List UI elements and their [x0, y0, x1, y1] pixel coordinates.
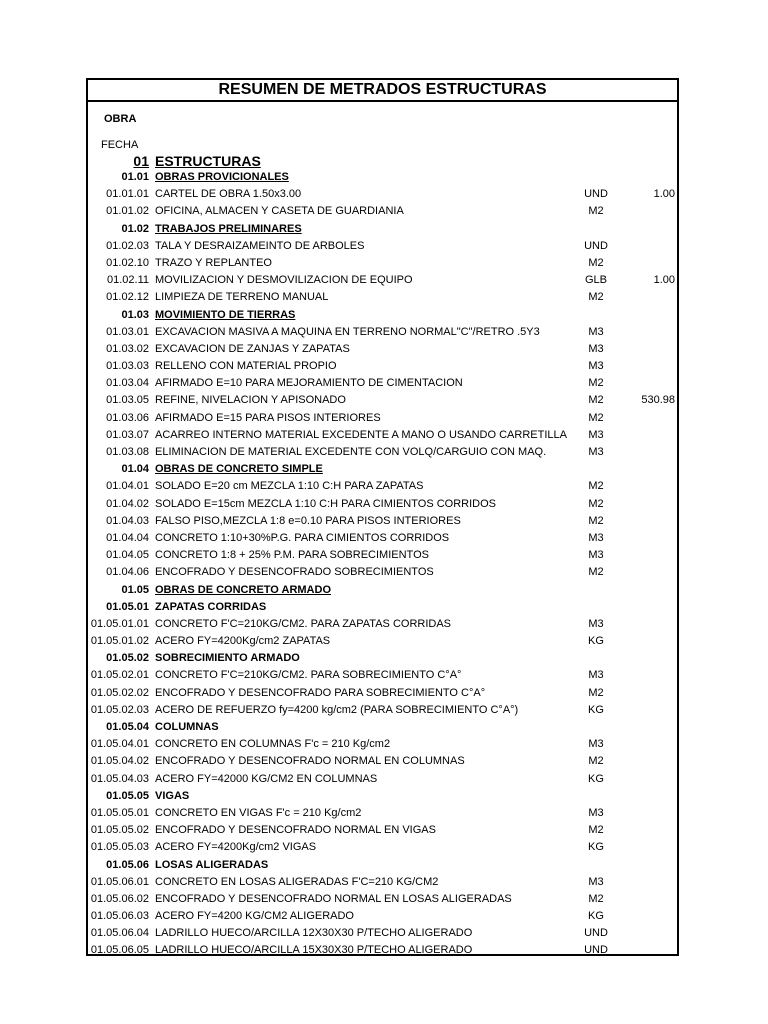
- table-row: [88, 203, 677, 220]
- table-row: [88, 547, 677, 564]
- item-code: 01.03.05: [106, 394, 149, 407]
- item-description: SOBRECIMIENTO ARMADO: [155, 652, 300, 665]
- table-row: [88, 324, 677, 341]
- item-description: LIMPIEZA DE TERRENO MANUAL: [155, 291, 329, 304]
- item-code: 01.04.02: [106, 497, 149, 510]
- item-unit: KG: [588, 635, 604, 648]
- item-description: ENCOFRADO Y DESENCOFRADO SOBRECIMIENTOS: [155, 566, 434, 579]
- item-code: 01.02: [121, 222, 149, 235]
- item-description: TALA Y DESRAIZAMEINTO DE ARBOLES: [155, 239, 365, 252]
- item-code: 01.05.06.02: [90, 892, 149, 905]
- item-description: CONCRETO F'C=210KG/CM2. PARA SOBRECIMIENTO C°A°: [155, 669, 462, 682]
- table-row: [88, 564, 677, 581]
- item-description: ACARREO INTERNO MATERIAL EXCEDENTE A MANO O USANDO CARRETILLA: [155, 428, 567, 441]
- item-description: ENCOFRADO Y DESENCOFRADO NORMAL EN COLUMNAS: [155, 755, 465, 768]
- item-description: CONCRETO EN COLUMNAS F'c = 210 Kg/cm2: [155, 738, 391, 751]
- table-row: [88, 375, 677, 392]
- item-code: 01.04.05: [106, 549, 149, 562]
- item-unit: M2: [588, 514, 604, 527]
- subsection-row: [88, 582, 677, 599]
- item-unit: M3: [588, 875, 604, 888]
- item-unit: UND: [584, 188, 608, 201]
- item-unit: M2: [588, 755, 604, 768]
- item-unit: M3: [588, 738, 604, 751]
- table-row: [88, 444, 677, 461]
- item-description: SOLADO E=20 cm MEZCLA 1:10 C:H PARA ZAPATAS: [155, 480, 424, 493]
- item-description: CONCRETO 1:8 + 25% P.M. PARA SOBRECIMIENTOS: [155, 549, 429, 562]
- section-header: [88, 152, 677, 170]
- item-unit: M3: [588, 806, 604, 819]
- table-row: [88, 685, 677, 702]
- item-code: 01.05.06.05: [90, 944, 149, 957]
- item-description: SOLADO E=15cm MEZCLA 1:10 C:H PARA CIMIENTOS CORRIDOS: [155, 497, 496, 510]
- item-unit: M2: [588, 411, 604, 424]
- item-unit: M3: [588, 428, 604, 441]
- item-code: 01.04.01: [106, 480, 149, 493]
- item-code: 01.05.01.01: [90, 617, 149, 630]
- item-description: ENCOFRADO Y DESENCOFRADO PARA SOBRECIMIENTO C°A°: [155, 686, 486, 699]
- item-code: 01.05: [121, 583, 149, 596]
- item-description: TRABAJOS PRELIMINARES: [155, 222, 302, 235]
- item-code: 01.03: [121, 308, 149, 321]
- item-description: ENCOFRADO Y DESENCOFRADO NORMAL EN VIGAS: [155, 824, 436, 837]
- item-unit: M3: [588, 342, 604, 355]
- table-row: [88, 341, 677, 358]
- table-row: [88, 822, 677, 839]
- table-row: [88, 410, 677, 427]
- table-row: [88, 667, 677, 684]
- item-unit: KG: [588, 772, 604, 785]
- item-code: 01.05.06: [106, 858, 149, 871]
- subsection-row: [88, 221, 677, 238]
- item-description: FALSO PISO,MEZCLA 1:8 e=0.10 PARA PISOS INTERIORES: [155, 514, 461, 527]
- item-code: 01.05.04: [106, 721, 149, 733]
- item-code: 01.04.04: [106, 531, 149, 544]
- table-row: [88, 771, 677, 788]
- item-description: CONCRETO F'C=210KG/CM2. PARA ZAPATAS CORRIDAS: [155, 617, 452, 630]
- item-unit: M3: [588, 669, 604, 682]
- table-row: [88, 839, 677, 856]
- document-title: RESUMEN DE METRADOS ESTRUCTURAS: [88, 80, 677, 102]
- item-code: 01.04.03: [106, 514, 149, 527]
- table-row: [88, 908, 677, 925]
- table-row: [88, 496, 677, 513]
- item-description: MOVILIZACION Y DESMOVILIZACION DE EQUIPO: [155, 274, 413, 287]
- item-code: 01.05.06.01: [90, 875, 149, 888]
- table-row: [88, 616, 677, 633]
- item-code: 01.02.10: [106, 256, 149, 269]
- item-unit: M2: [588, 377, 604, 390]
- item-code: 01.03.03: [106, 360, 149, 373]
- item-code: 01.03.06: [106, 411, 149, 424]
- item-description: ELIMINACION DE MATERIAL EXCEDENTE CON VOLQ/CARGUIO CON MAQ.: [155, 446, 547, 458]
- item-code: 01.05.02.01: [90, 669, 149, 682]
- item-code: 01.05.02: [106, 652, 149, 665]
- obra-label: OBRA: [104, 113, 137, 125]
- table-row: [88, 186, 677, 203]
- item-description: ACERO FY=42000 KG/CM2 EN COLUMNAS: [155, 772, 378, 785]
- item-code: 01.02.03: [106, 239, 149, 252]
- table-row: [88, 805, 677, 822]
- item-code: 01.05.05.02: [90, 824, 149, 837]
- item-description: TRAZO Y REPLANTEO: [155, 256, 272, 269]
- item-code: 01.05.01.02: [90, 635, 149, 648]
- item-description: ACERO FY=4200 KG/CM2 ALIGERADO: [155, 910, 354, 923]
- table-row: [88, 736, 677, 753]
- table-row: [88, 255, 677, 272]
- item-unit: M3: [588, 446, 604, 458]
- metrados-sheet: [86, 78, 679, 956]
- item-unit: M2: [588, 256, 604, 269]
- table-row: [88, 427, 677, 444]
- item-unit: M2: [588, 205, 604, 218]
- item-description: CONCRETO EN LOSAS ALIGERADAS F'C=210 KG/CM2: [155, 875, 439, 888]
- subsection-row: [88, 307, 677, 324]
- section-code: 01: [133, 153, 149, 169]
- item-code: 01.05.06.03: [90, 910, 149, 923]
- item-description: MOVIMIENTO DE TIERRAS: [155, 308, 296, 321]
- item-quantity: 530.98: [641, 394, 675, 407]
- group-row: [88, 719, 677, 736]
- item-description: EXCAVACION DE ZANJAS Y ZAPATAS: [155, 342, 350, 355]
- table-row: [88, 702, 677, 719]
- item-unit: M2: [588, 824, 604, 837]
- item-unit: M2: [588, 686, 604, 699]
- item-code: 01.05.04.01: [90, 738, 149, 751]
- item-description: AFIRMADO E=10 PARA MEJORAMIENTO DE CIMENTACION: [155, 377, 463, 390]
- item-code: 01.03.08: [106, 446, 149, 458]
- item-unit: GLB: [584, 274, 607, 287]
- item-code: 01.03.07: [106, 428, 149, 441]
- item-code: 01.05.04.03: [90, 772, 149, 785]
- item-description: LOSAS ALIGERADAS: [155, 858, 269, 871]
- item-description: CARTEL DE OBRA 1.50x3.00: [155, 188, 302, 201]
- item-description: VIGAS: [155, 789, 190, 802]
- item-description: OBRAS PROVICIONALES: [155, 171, 289, 183]
- table-row: [88, 289, 677, 306]
- item-quantity: 1.00: [653, 188, 675, 201]
- group-row: [88, 650, 677, 667]
- item-description: RELLENO CON MATERIAL PROPIO: [155, 360, 337, 373]
- table-row: [88, 530, 677, 547]
- item-description: ACERO DE REFUERZO fy=4200 kg/cm2 (PARA SOBRECIMIENTO C°A°): [155, 703, 519, 716]
- subsection-row: [88, 169, 677, 186]
- item-unit: KG: [588, 703, 604, 716]
- table-row: [88, 633, 677, 650]
- item-unit: M2: [588, 480, 604, 493]
- item-description: CONCRETO EN VIGAS F'c = 210 Kg/cm2: [155, 806, 362, 819]
- table-row: [88, 238, 677, 255]
- item-unit: M3: [588, 549, 604, 562]
- item-description: COLUMNAS: [155, 721, 219, 733]
- metrados-table: [88, 169, 677, 960]
- item-description: ENCOFRADO Y DESENCOFRADO NORMAL EN LOSAS ALIGERADAS: [155, 892, 512, 905]
- item-code: 01.02.11: [106, 274, 149, 287]
- item-unit: M2: [588, 497, 604, 510]
- item-code: 01.05.05: [106, 789, 149, 802]
- group-row: [88, 599, 677, 616]
- table-row: [88, 358, 677, 375]
- subsection-row: [88, 461, 677, 478]
- table-row: [88, 753, 677, 770]
- item-unit: UND: [584, 239, 608, 252]
- table-row: [88, 925, 677, 942]
- item-unit: M2: [588, 566, 604, 579]
- item-description: ACERO FY=4200Kg/cm2 ZAPATAS: [155, 635, 331, 648]
- item-code: 01.01.02: [106, 205, 149, 218]
- table-row: [88, 942, 677, 959]
- item-unit: KG: [588, 910, 604, 923]
- item-code: 01.05.02.02: [90, 686, 149, 699]
- item-description: REFINE, NIVELACION Y APISONADO: [155, 394, 346, 407]
- table-row: [88, 392, 677, 409]
- section-title: ESTRUCTURAS: [155, 153, 261, 169]
- item-code: 01.05.05.03: [90, 841, 149, 854]
- item-unit: M3: [588, 360, 604, 373]
- table-row: [88, 874, 677, 891]
- item-code: 01.05.02.03: [90, 703, 149, 716]
- item-description: ZAPATAS CORRIDAS: [155, 600, 267, 613]
- item-unit: KG: [588, 841, 604, 854]
- item-code: 01.01.01: [106, 188, 149, 201]
- item-unit: M3: [588, 617, 604, 630]
- item-description: AFIRMADO E=15 PARA PISOS INTERIORES: [155, 411, 381, 424]
- item-unit: UND: [584, 927, 608, 940]
- item-code: 01.03.02: [106, 342, 149, 355]
- item-description: CONCRETO 1:10+30%P.G. PARA CIMIENTOS CORRIDOS: [155, 531, 450, 544]
- item-description: OFICINA, ALMACEN Y CASETA DE GUARDIANIA: [155, 205, 404, 218]
- item-code: 01.05.06.04: [90, 927, 149, 940]
- item-code: 01.03.01: [106, 325, 149, 338]
- item-description: OBRAS DE CONCRETO SIMPLE: [155, 463, 323, 476]
- item-code: 01.05.05.01: [90, 806, 149, 819]
- item-unit: M3: [588, 325, 604, 338]
- table-row: [88, 272, 677, 289]
- item-description: LADRILLO HUECO/ARCILLA 12X30X30 P/TECHO ALIGERADO: [155, 927, 473, 940]
- item-code: 01.01: [121, 171, 149, 183]
- item-code: 01.02.12: [106, 291, 149, 304]
- item-code: 01.04: [121, 463, 149, 476]
- item-quantity: 1.00: [653, 274, 675, 287]
- item-code: 01.05.04.02: [90, 755, 149, 768]
- item-unit: M2: [588, 291, 604, 304]
- group-row: [88, 788, 677, 805]
- fecha-label: FECHA: [101, 139, 139, 151]
- item-code: 01.04.06: [106, 566, 149, 579]
- item-unit: M3: [588, 531, 604, 544]
- item-code: 01.05.01: [106, 600, 149, 613]
- table-row: [88, 513, 677, 530]
- item-unit: M2: [588, 394, 604, 407]
- item-description: EXCAVACION MASIVA A MAQUINA EN TERRENO NORMAL"C"/RETRO .5Y3: [155, 325, 540, 338]
- table-row: [88, 891, 677, 908]
- group-row: [88, 857, 677, 874]
- item-description: OBRAS DE CONCRETO ARMADO: [155, 583, 332, 596]
- item-unit: M2: [588, 892, 604, 905]
- item-code: 01.03.04: [106, 377, 149, 390]
- item-description: LADRILLO HUECO/ARCILLA 15X30X30 P/TECHO ALIGERADO: [155, 944, 473, 957]
- table-row: [88, 478, 677, 495]
- item-description: ACERO FY=4200Kg/cm2 VIGAS: [155, 841, 317, 854]
- item-unit: UND: [584, 944, 608, 957]
